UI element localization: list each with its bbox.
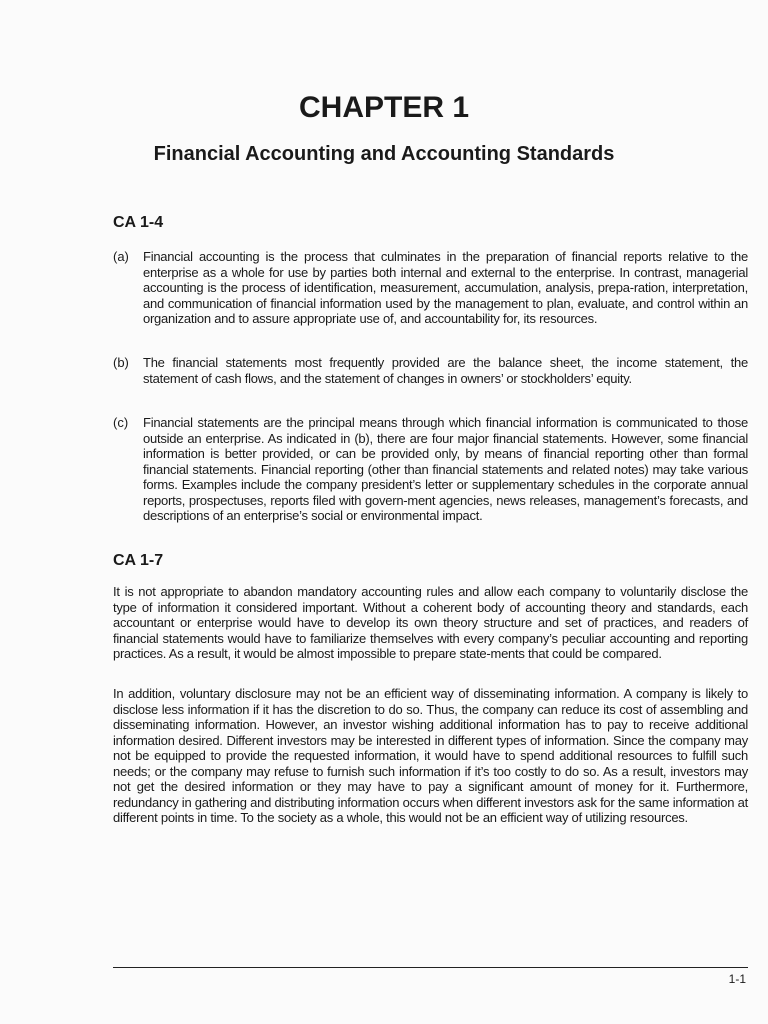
- list-item-text: The financial statements most frequently provided are the balance sheet, the income statement, the statement of cash flows, and the statement of changes in owners’ or stockholders’ equity.: [143, 355, 748, 386]
- list-item-marker: (b): [113, 355, 129, 370]
- list-item-a: [113, 249, 748, 327]
- list-item-b: [113, 355, 748, 386]
- chapter-subtitle: Financial Accounting and Accounting Standards: [153, 143, 615, 165]
- section-heading-ca-1-4: CA 1-4: [113, 214, 164, 231]
- list-item-c: [113, 415, 748, 524]
- list-item-marker: (a): [113, 249, 129, 264]
- page-number: 1-1: [728, 972, 746, 986]
- chapter-title: CHAPTER 1: [298, 91, 470, 124]
- paragraph: In addition, voluntary disclosure may not be an efficient way of disseminating information. A company is likely to disclose less information if it has the discretion to do so. Thus, the company can reduce its cost of assembling and disseminating information. However, an investor wishing additional information has to pay to receive additional information desired. Different investors may be interested in different types of information. Since the company may not be equipped to provide the requested information, it would have to spend additional resources to fulfill such needs; or the company may refuse to furnish such information if it’s too costly to do so. As a result, investors may not get the desired information or they may have to pay a significant amount of money for it. Furthermore, redundancy in gathering and distributing information occurs when different investors ask for the same information at different points in time. To the society as a whole, this would not be an efficient way of utilizing resources.: [113, 686, 748, 825]
- list-item-marker: (c): [113, 415, 129, 430]
- list-item-text: Financial accounting is the process that culminates in the preparation of financial reports relative to the enterprise as a whole for use by parties both internal and external to the enterprise. In contrast, managerial accounting is the process of identification, measurement, accumulation, analysis, prepa-ration, interpretation, and communication of financial information used by the management to plan, evaluate, and control within an organization and to assure appropriate use of, and accountability for, its resources.: [143, 249, 748, 326]
- footer-rule: [113, 967, 748, 968]
- section-heading-ca-1-7: CA 1-7: [113, 552, 164, 569]
- paragraph: It is not appropriate to abandon mandatory accounting rules and allow each company to voluntarily disclose the type of information it considered important. Without a coherent body of accounting theory and standards, each accountant or enterprise would have to develop its own theory structure and set of practices, and readers of financial statements would have to familiarize themselves with every company’s peculiar accounting and reporting practices. As a result, it would be almost impossible to prepare state-ments that could be compared.: [113, 584, 748, 661]
- list-item-text: Financial statements are the principal means through which financial information is communicated to those outside an enterprise. As indicated in (b), there are four major financial statements. However, some financial information is better provided, or can be provided only, by means of financial reporting other than formal financial statements. Financial reporting (other than financial statements and related notes) may take various forms. Examples include the company president’s letter or supplementary schedules in the corporate annual reports, prospectuses, reports filed with govern-ment agencies, news releases, management’s forecasts, and descriptions of an enterprise’s social or environmental impact.: [143, 415, 748, 523]
